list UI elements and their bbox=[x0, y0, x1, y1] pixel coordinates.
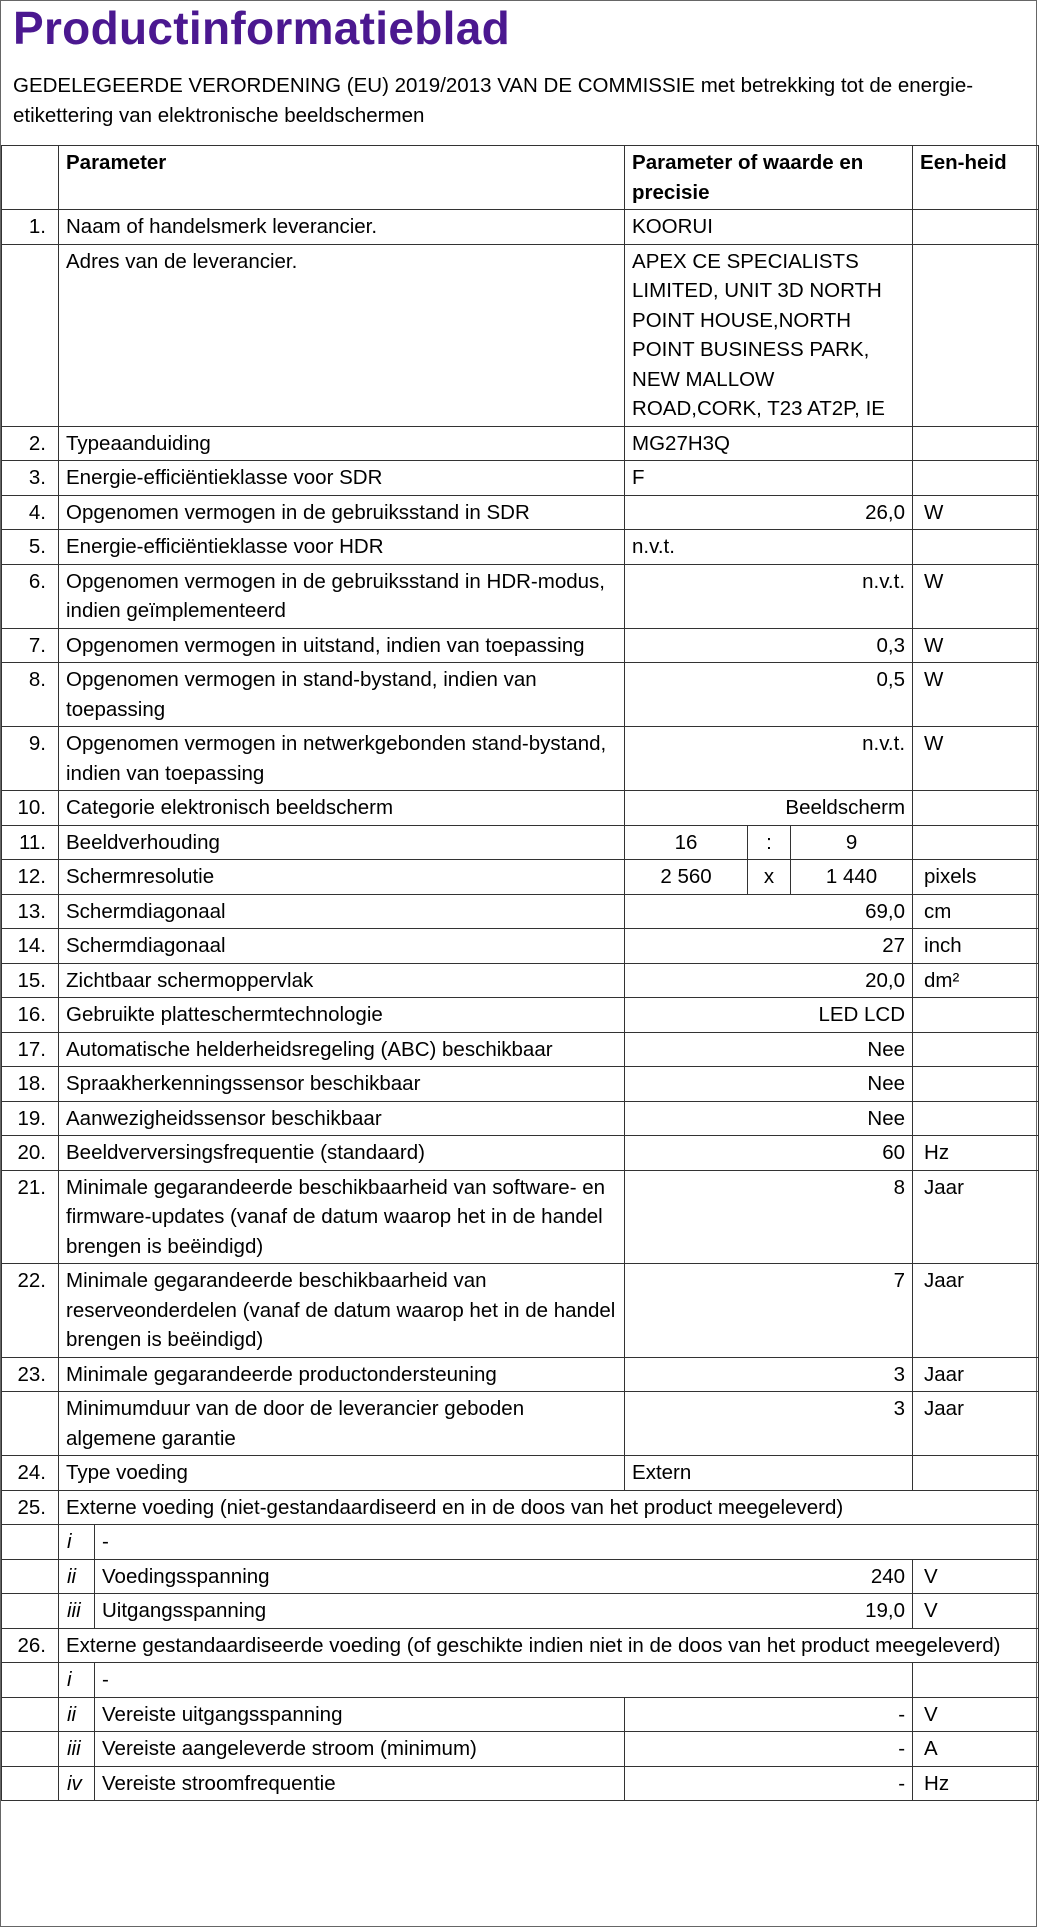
row-unit bbox=[913, 1663, 1039, 1698]
row-number: 15. bbox=[2, 963, 59, 998]
sub-row-label: Vereiste uitgangsspanning bbox=[95, 1697, 625, 1732]
row-parameter: Beeldverversingsfrequentie (standaard) bbox=[59, 1136, 625, 1171]
row-unit: inch bbox=[913, 929, 1039, 964]
row-parameter: Opgenomen vermogen in de gebruiksstand in HDR-modus, indien geïmplementeerd bbox=[59, 564, 625, 628]
row-value: Nee bbox=[625, 1101, 913, 1136]
sub-row bbox=[2, 1594, 1039, 1629]
row-parameter: Adres van de leverancier. bbox=[59, 244, 625, 426]
row-unit: V bbox=[913, 1594, 1039, 1629]
row-unit: cm bbox=[913, 894, 1039, 929]
row-parameter: Energie-efficiëntieklasse voor SDR bbox=[59, 461, 625, 496]
table-row bbox=[2, 210, 1039, 245]
row-value: 3 bbox=[625, 1357, 913, 1392]
row-parameter: Beeldverhouding bbox=[59, 825, 625, 860]
row-unit bbox=[913, 1067, 1039, 1102]
row-number: 16. bbox=[2, 998, 59, 1033]
row-number: 5. bbox=[2, 530, 59, 565]
row-number: 8. bbox=[2, 663, 59, 727]
row-unit: Hz bbox=[913, 1766, 1039, 1801]
row-number: 26. bbox=[2, 1628, 59, 1663]
sub-row-value: 240 bbox=[870, 1564, 906, 1588]
row-number bbox=[2, 1594, 59, 1629]
row-unit bbox=[913, 791, 1039, 826]
row-unit bbox=[913, 530, 1039, 565]
row-number: 3. bbox=[2, 461, 59, 496]
row-parameter: Typeaanduiding bbox=[59, 426, 625, 461]
row-parameter: Automatische helderheidsregeling (ABC) beschikbaar bbox=[59, 1032, 625, 1067]
row-unit: Jaar bbox=[913, 1357, 1039, 1392]
row-unit bbox=[913, 825, 1039, 860]
sub-row-index: iv bbox=[59, 1766, 95, 1801]
row-value: KOORUI bbox=[625, 210, 913, 245]
sub-row-label bbox=[95, 1594, 913, 1629]
row-number: 11. bbox=[2, 825, 59, 860]
row-parameter: Minimale gegarandeerde beschikbaarheid van software- en firmware-updates (vanaf de datum waarop het in de handel brengen is beëindigd) bbox=[59, 1170, 625, 1264]
header-parameter: Parameter bbox=[59, 146, 625, 210]
row-parameter: Minimale gegarandeerde beschikbaarheid van reserveonderdelen (vanaf de datum waarop het in de handel brengen is beëindigd) bbox=[59, 1264, 625, 1358]
row-parameter: Categorie elektronisch beeldscherm bbox=[59, 791, 625, 826]
table-row bbox=[2, 1032, 1039, 1067]
sub-row-index: i bbox=[59, 1663, 95, 1698]
row-number: 23. bbox=[2, 1357, 59, 1392]
row-unit bbox=[913, 1032, 1039, 1067]
row-number: 19. bbox=[2, 1101, 59, 1136]
row-parameter: Opgenomen vermogen in uitstand, indien van toepassing bbox=[59, 628, 625, 663]
row-number: 17. bbox=[2, 1032, 59, 1067]
row-unit: pixels bbox=[913, 860, 1039, 895]
row-value: APEX CE SPECIALISTS LIMITED, UNIT 3D NORTH POINT HOUSE,NORTH POINT BUSINESS PARK, NEW MALLOW ROAD,CORK, T23 AT2P, IE bbox=[625, 244, 913, 426]
row-value: Extern bbox=[625, 1456, 913, 1491]
row-parameter: Externe voeding (niet-gestandaardiseerd en in de doos van het product meegeleverd) bbox=[59, 1490, 1039, 1525]
sub-row bbox=[2, 1732, 1039, 1767]
sub-row bbox=[2, 1697, 1039, 1732]
row-number: 13. bbox=[2, 894, 59, 929]
row-parameter: Zichtbaar schermoppervlak bbox=[59, 963, 625, 998]
row-value: MG27H3Q bbox=[625, 426, 913, 461]
sub-row-label: Vereiste stroomfrequentie bbox=[95, 1766, 625, 1801]
table-row bbox=[2, 1067, 1039, 1102]
row-value: n.v.t. bbox=[625, 530, 913, 565]
row-number bbox=[2, 1392, 59, 1456]
sub-row-label: - bbox=[95, 1525, 1039, 1560]
table-row bbox=[2, 1136, 1039, 1171]
sub-row bbox=[2, 1525, 1039, 1560]
table-row bbox=[2, 894, 1039, 929]
row-value: Beeldscherm bbox=[625, 791, 913, 826]
row-unit: Jaar bbox=[913, 1264, 1039, 1358]
row-number: 4. bbox=[2, 495, 59, 530]
row-parameter: Opgenomen vermogen in de gebruiksstand in SDR bbox=[59, 495, 625, 530]
row-parameter: Spraakherkenningssensor beschikbaar bbox=[59, 1067, 625, 1102]
table-row bbox=[2, 663, 1039, 727]
row-unit: W bbox=[913, 564, 1039, 628]
sub-row-index: ii bbox=[59, 1697, 95, 1732]
row-number: 18. bbox=[2, 1067, 59, 1102]
row-unit: V bbox=[913, 1559, 1039, 1594]
table-row bbox=[2, 426, 1039, 461]
row-unit: W bbox=[913, 727, 1039, 791]
sub-row-value: - bbox=[625, 1766, 913, 1801]
row-number: 2. bbox=[2, 426, 59, 461]
row-value: 27 bbox=[625, 929, 913, 964]
sub-row-label: Vereiste aangeleverde stroom (minimum) bbox=[95, 1732, 625, 1767]
row-parameter: Type voeding bbox=[59, 1456, 625, 1491]
row-value: 26,0 bbox=[625, 495, 913, 530]
row-value: 7 bbox=[625, 1264, 913, 1358]
row-value: 69,0 bbox=[625, 894, 913, 929]
row-number: 20. bbox=[2, 1136, 59, 1171]
row-number: 24. bbox=[2, 1456, 59, 1491]
sub-row-value: 19,0 bbox=[865, 1599, 906, 1622]
row-parameter: Minimale gegarandeerde productondersteuning bbox=[59, 1357, 625, 1392]
sub-row-label: - bbox=[95, 1663, 913, 1698]
aspect-width: 16 bbox=[625, 825, 748, 860]
row-parameter: Naam of handelsmerk leverancier. bbox=[59, 210, 625, 245]
row-number: 21. bbox=[2, 1170, 59, 1264]
resolution-width: 2 560 bbox=[625, 860, 748, 895]
row-number: 25. bbox=[2, 1490, 59, 1525]
sub-row-label-text: Voedingsspanning bbox=[102, 1564, 270, 1588]
row-number bbox=[2, 1525, 59, 1560]
row-value: Nee bbox=[625, 1032, 913, 1067]
row-parameter: Gebruikte platteschermtechnologie bbox=[59, 998, 625, 1033]
row-number bbox=[2, 1697, 59, 1732]
row-value: n.v.t. bbox=[625, 727, 913, 791]
regulation-subtitle: GEDELEGEERDE VERORDENING (EU) 2019/2013 VAN DE COMMISSIE met betrekking tot de energie-etikettering van elektronische beeldschermen bbox=[13, 74, 974, 127]
row-unit bbox=[913, 1456, 1039, 1491]
header-unit: Een-heid bbox=[913, 146, 1039, 210]
sub-row-index: i bbox=[59, 1525, 95, 1560]
row-unit bbox=[913, 461, 1039, 496]
sub-row-label bbox=[95, 1559, 913, 1594]
row-value: n.v.t. bbox=[625, 564, 913, 628]
table-row bbox=[2, 628, 1039, 663]
row-unit: A bbox=[913, 1732, 1039, 1767]
table-row bbox=[2, 564, 1039, 628]
aspect-separator: : bbox=[748, 825, 791, 860]
table-row bbox=[2, 825, 1039, 860]
parameter-table bbox=[1, 145, 1039, 1801]
row-parameter: Energie-efficiëntieklasse voor HDR bbox=[59, 530, 625, 565]
page-title: Productinformatieblad bbox=[13, 2, 511, 54]
row-parameter: Opgenomen vermogen in netwerkgebonden stand-bystand, indien van toepassing bbox=[59, 727, 625, 791]
sub-row bbox=[2, 1766, 1039, 1801]
table-row bbox=[2, 929, 1039, 964]
table-row bbox=[2, 244, 1039, 426]
resolution-height: 1 440 bbox=[791, 860, 913, 895]
row-value: 0,3 bbox=[625, 628, 913, 663]
table-row bbox=[2, 963, 1039, 998]
table-row bbox=[2, 998, 1039, 1033]
table-row bbox=[2, 1456, 1039, 1491]
table-row bbox=[2, 1628, 1039, 1663]
sub-row-value: - bbox=[625, 1732, 913, 1767]
table-row bbox=[2, 791, 1039, 826]
sub-row-index: iii bbox=[59, 1732, 95, 1767]
row-unit bbox=[913, 210, 1039, 245]
row-parameter: Aanwezigheidssensor beschikbaar bbox=[59, 1101, 625, 1136]
sub-row-label-text: Uitgangsspanning bbox=[102, 1599, 267, 1622]
row-unit: W bbox=[913, 663, 1039, 727]
row-value: 20,0 bbox=[625, 963, 913, 998]
row-number: 10. bbox=[2, 791, 59, 826]
sub-row bbox=[2, 1559, 1039, 1594]
row-number: 1. bbox=[2, 210, 59, 245]
row-value: 60 bbox=[625, 1136, 913, 1171]
row-number bbox=[2, 1732, 59, 1767]
row-number: 12. bbox=[2, 860, 59, 895]
row-value: 8 bbox=[625, 1170, 913, 1264]
table-row bbox=[2, 1490, 1039, 1525]
row-unit bbox=[913, 244, 1039, 426]
row-unit: Jaar bbox=[913, 1170, 1039, 1264]
header-row bbox=[2, 146, 1039, 210]
row-parameter: Schermdiagonaal bbox=[59, 894, 625, 929]
table-row bbox=[2, 530, 1039, 565]
row-parameter: Minimumduur van de door de leverancier geboden algemene garantie bbox=[59, 1392, 625, 1456]
row-number bbox=[2, 1559, 59, 1594]
header-value: Parameter of waarde en precisie bbox=[625, 146, 913, 210]
row-unit bbox=[913, 426, 1039, 461]
sub-row-index: iii bbox=[59, 1594, 95, 1629]
row-number: 14. bbox=[2, 929, 59, 964]
row-unit: dm² bbox=[913, 963, 1039, 998]
row-unit: Hz bbox=[913, 1136, 1039, 1171]
table-row bbox=[2, 1264, 1039, 1358]
row-unit bbox=[913, 1101, 1039, 1136]
row-number bbox=[2, 1766, 59, 1801]
table-row bbox=[2, 727, 1039, 791]
resolution-separator: x bbox=[748, 860, 791, 895]
row-parameter: Schermdiagonaal bbox=[59, 929, 625, 964]
header-no-cell bbox=[2, 146, 59, 210]
table-row bbox=[2, 495, 1039, 530]
sub-row-value: - bbox=[625, 1697, 913, 1732]
aspect-height: 9 bbox=[791, 825, 913, 860]
row-parameter: Externe gestandaardiseerde voeding (of geschikte indien niet in de doos van het product meegeleverd) bbox=[59, 1628, 1039, 1663]
table-row bbox=[2, 1170, 1039, 1264]
row-value: LED LCD bbox=[625, 998, 913, 1033]
row-unit: W bbox=[913, 495, 1039, 530]
row-unit bbox=[913, 998, 1039, 1033]
table-row bbox=[2, 461, 1039, 496]
table-row bbox=[2, 1101, 1039, 1136]
row-value: 3 bbox=[625, 1392, 913, 1456]
row-unit: Jaar bbox=[913, 1392, 1039, 1456]
table-row bbox=[2, 1357, 1039, 1392]
row-value: Nee bbox=[625, 1067, 913, 1102]
table-row bbox=[2, 860, 1039, 895]
row-value: F bbox=[625, 461, 913, 496]
row-number: 22. bbox=[2, 1264, 59, 1358]
table-row bbox=[2, 1392, 1039, 1456]
sub-row-index: ii bbox=[59, 1559, 95, 1594]
row-number bbox=[2, 244, 59, 426]
row-unit: V bbox=[913, 1697, 1039, 1732]
row-number: 6. bbox=[2, 564, 59, 628]
row-number: 9. bbox=[2, 727, 59, 791]
row-parameter: Schermresolutie bbox=[59, 860, 625, 895]
sub-row bbox=[2, 1663, 1039, 1698]
row-value: 0,5 bbox=[625, 663, 913, 727]
row-number: 7. bbox=[2, 628, 59, 663]
row-parameter: Opgenomen vermogen in stand-bystand, indien van toepassing bbox=[59, 663, 625, 727]
row-unit: W bbox=[913, 628, 1039, 663]
row-number bbox=[2, 1663, 59, 1698]
